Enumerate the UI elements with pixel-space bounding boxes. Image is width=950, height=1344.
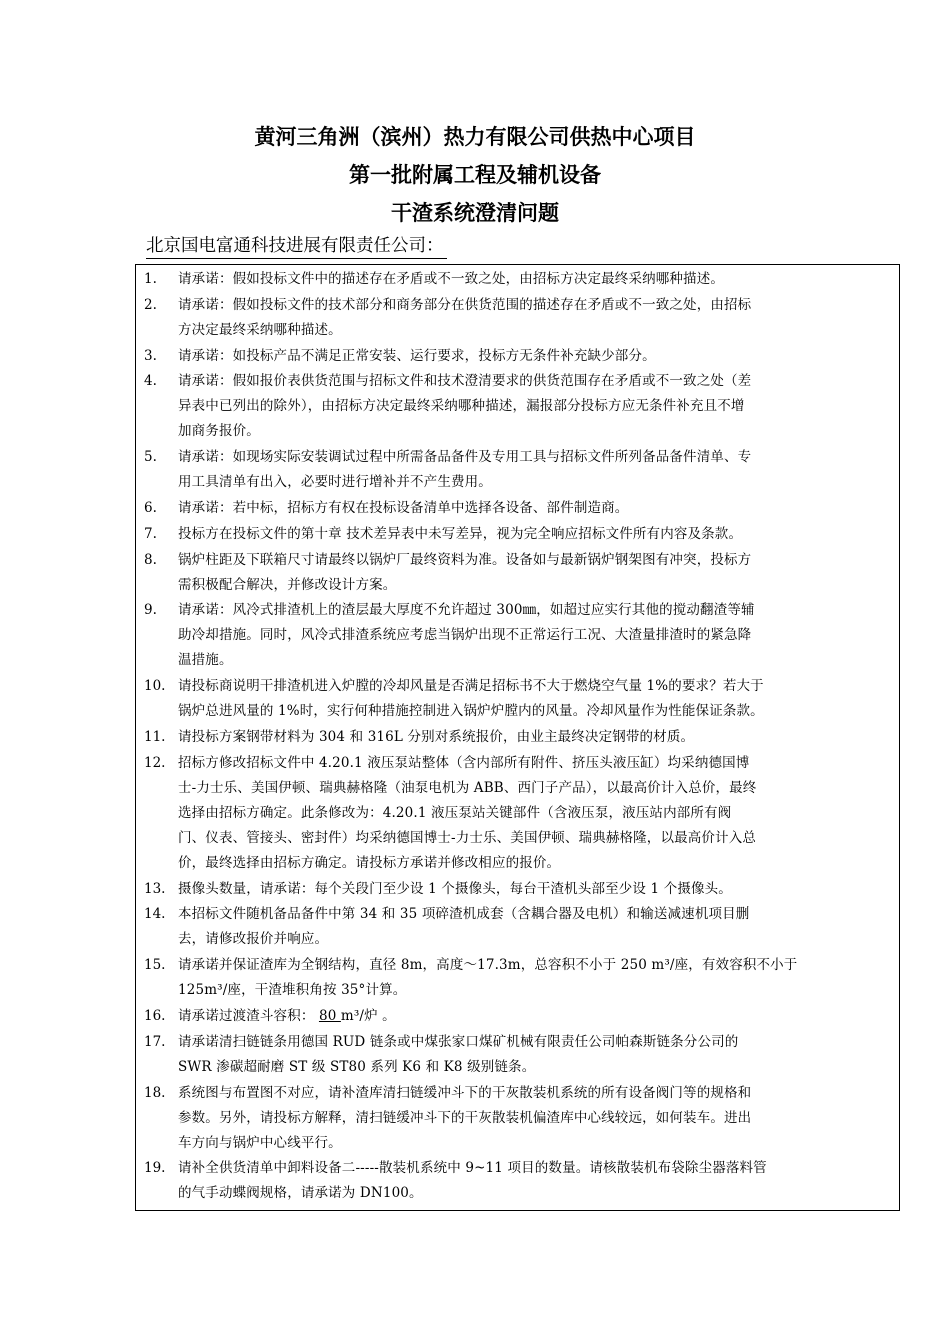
item-text-line: 助冷却措施。同时，风冷式排渣系统应考虑当锅炉出现不正常运行工况、大渣量排渣时的紧急降 [178, 627, 752, 644]
item-text-line: 锅炉柱距及下联箱尺寸请最终以锅炉厂最终资料为准。设备如与最新锅炉钢架图有冲突，投标方 [178, 551, 752, 568]
item-number: 2. [144, 296, 157, 313]
title-line-2: 第一批附属工程及辅机设备 [349, 163, 601, 187]
item-number: 3. [144, 347, 157, 364]
title-line-3: 干渣系统澄清问题 [391, 201, 559, 225]
item-number: 12. [144, 754, 166, 771]
item-text-line: 士-力士乐、美国伊顿、瑞典赫格隆（油泵电机为 ABB、西门子产品），以最高价计入总价，最终 [178, 779, 757, 796]
item-text-line: 摄像头数量，请承诺：每个关段门至少设 1 个摄像头，每台干渣机头部至少设 1 个摄像头。 [178, 880, 732, 897]
item-text-line: 请承诺并保证渣库为全钢结构，直径 8m，高度～17.3m，总容积不小于 250 m³/座，有效容积不小于 [178, 957, 798, 974]
item-text-line: 选择由招标方确定。此条修改为：4.20.1 液压泵站关键部件（含液压泵，液压站内部所有阀 [178, 804, 732, 821]
item-text-line: 招标方修改招标文件中 4.20.1 液压泵站整体（含内部所有附件、挤压头液压缸）均采纳德国博 [178, 754, 750, 771]
item-number: 17. [144, 1033, 166, 1050]
item-text-line: 车方向与锅炉中心线平行。 [178, 1134, 342, 1151]
item-text-line: 请承诺：假如报价表供货范围与招标文件和技术澄清要求的供货范围存在矛盾或不一致之处（差 [178, 373, 752, 390]
item-text-line: 异表中已列出的除外），由招标方决定最终采纳哪种描述，漏报部分投标方应无条件补充且不增 [178, 398, 745, 415]
item-text-line: 请承诺：假如投标文件中的描述存在矛盾或不一致之处，由招标方决定最终采纳哪种描述。 [178, 271, 724, 287]
item-text [178, 877, 894, 902]
item-number: 6. [144, 500, 157, 516]
item-number: 11. [144, 729, 166, 745]
item-text-line: SWR 渗碳超耐磨 ST 级 ST80 系列 K6 和 K8 级别链条。 [178, 1058, 536, 1075]
item-text-line: 的气手动蝶阀规格，请承诺为 DN100。 [178, 1185, 423, 1202]
item-text [178, 496, 894, 521]
item-text-line: 请承诺过渡渣斗容积： 80 m³/炉 。 [178, 1008, 396, 1024]
item-text [178, 267, 894, 292]
item-text-line: 锅炉总进风量的 1%时，实行何种措施控制进入锅炉炉膛内的风量。冷却风量作为性能保证条款。 [178, 703, 764, 720]
item-text-line: 请补全供货清单中卸料设备二-----散装机系统中 9~11 项目的数量。请核散装机布袋除尘器落料管 [178, 1160, 767, 1177]
item-number: 10. [144, 678, 166, 695]
item-number: 9. [144, 602, 157, 619]
item-text-line: 需积极配合解决，并修改设计方案。 [178, 576, 397, 593]
item-text [178, 548, 894, 598]
item-number: 5. [144, 449, 157, 466]
item-number: 16. [144, 1008, 166, 1024]
clarification-list-box [135, 264, 900, 1211]
item-number: 18. [144, 1084, 166, 1101]
item-text [178, 725, 894, 750]
title-line-1: 黄河三角洲（滨州）热力有限公司供热中心项目 [254, 125, 696, 149]
recipient-company: 北京国电富通科技进展有限责任公司： [146, 234, 447, 259]
item-number: 1. [144, 271, 157, 287]
item-text-line: 系统图与布置图不对应，请补渣库清扫链缓冲斗下的干灰散装机系统的所有设备阀门等的规格和 [178, 1084, 752, 1101]
item-text-line: 请承诺：假如投标文件的技术部分和商务部分在供货范围的描述存在矛盾或不一致之处，由招标 [178, 296, 752, 313]
item-text-line: 用工具清单有出入，必要时进行增补并不产生费用。 [178, 474, 492, 491]
item-number: 19. [144, 1160, 166, 1177]
item-text-line: 请承诺：如投标产品不满足正常安装、运行要求，投标方无条件补充缺少部分。 [178, 347, 656, 364]
item-text [178, 1030, 894, 1080]
item-text-line: 125m³/座，干渣堆积角按 35°计算。 [178, 982, 407, 999]
item-text [178, 953, 894, 1003]
item-text-line: 门、仪表、管接头、密封件）均采纳德国博士-力士乐、美国伊顿、瑞典赫格隆，以最高价计入总 [178, 829, 757, 846]
item-text-line: 参数。另外，请投标方解释，清扫链缓冲斗下的干灰散装机偏渣库中心线较远，如何装车。进出 [178, 1109, 752, 1126]
item-text-line: 请承诺：风冷式排渣机上的渣层最大厚度不允许超过 300㎜，如超过应实行其他的搅动翻渣等辅 [178, 602, 755, 619]
item-text-line: 方决定最终采纳哪种描述。 [178, 321, 342, 338]
item-text-line: 价，最终选择由招标方确定。请投标方承诺并修改相应的报价。 [178, 854, 561, 871]
item-text-line: 请承诺清扫链链条用德国 RUD 链条或中煤张家口煤矿机械有限责任公司帕森斯链条分公司的 [178, 1033, 739, 1050]
item-text-line: 请投标方案钢带材料为 304 和 316L 分别对系统报价，由业主最终决定钢带的材质。 [178, 729, 695, 745]
item-text [178, 522, 894, 547]
item-text [178, 598, 894, 673]
item-number: 14. [144, 906, 166, 923]
item-text [178, 445, 894, 495]
item-text [178, 1081, 894, 1156]
item-text-line: 加商务报价。 [178, 423, 260, 440]
item-text-line: 去，请修改报价并响应。 [178, 931, 329, 948]
item-text [178, 1156, 894, 1206]
item-text-line: 温措施。 [178, 652, 233, 669]
item-number: 8. [144, 551, 157, 568]
item-text [178, 1004, 894, 1029]
item-text-line: 请投标商说明干排渣机进入炉膛的冷却风量是否满足招标书不大于燃烧空气量 1%的要求？若大于 [178, 678, 764, 695]
underlined-value: 80 [318, 1008, 341, 1024]
item-text-line: 请承诺：若中标，招标方有权在投标设备清单中选择各设备、部件制造商。 [178, 500, 629, 516]
item-number: 15. [144, 957, 166, 974]
item-number: 4. [144, 373, 157, 390]
item-text [178, 344, 894, 369]
item-text [178, 902, 894, 952]
item-text-line: 本招标文件随机备品备件中第 34 和 35 项碎渣机成套（含耦合器及电机）和输送减速机项目删 [178, 906, 750, 923]
item-text [178, 751, 894, 876]
item-number: 7. [144, 525, 157, 542]
item-text [178, 369, 894, 444]
item-text-line: 投标方在投标文件的第十章 技术差异表中未写差异，视为完全响应招标文件所有内容及条款。 [178, 525, 743, 542]
item-number: 13. [144, 880, 166, 897]
item-text [178, 293, 894, 343]
item-text [178, 674, 894, 724]
item-text-line: 请承诺：如现场实际安装调试过程中所需备品备件及专用工具与招标文件所列备品备件清单、专 [178, 449, 752, 466]
